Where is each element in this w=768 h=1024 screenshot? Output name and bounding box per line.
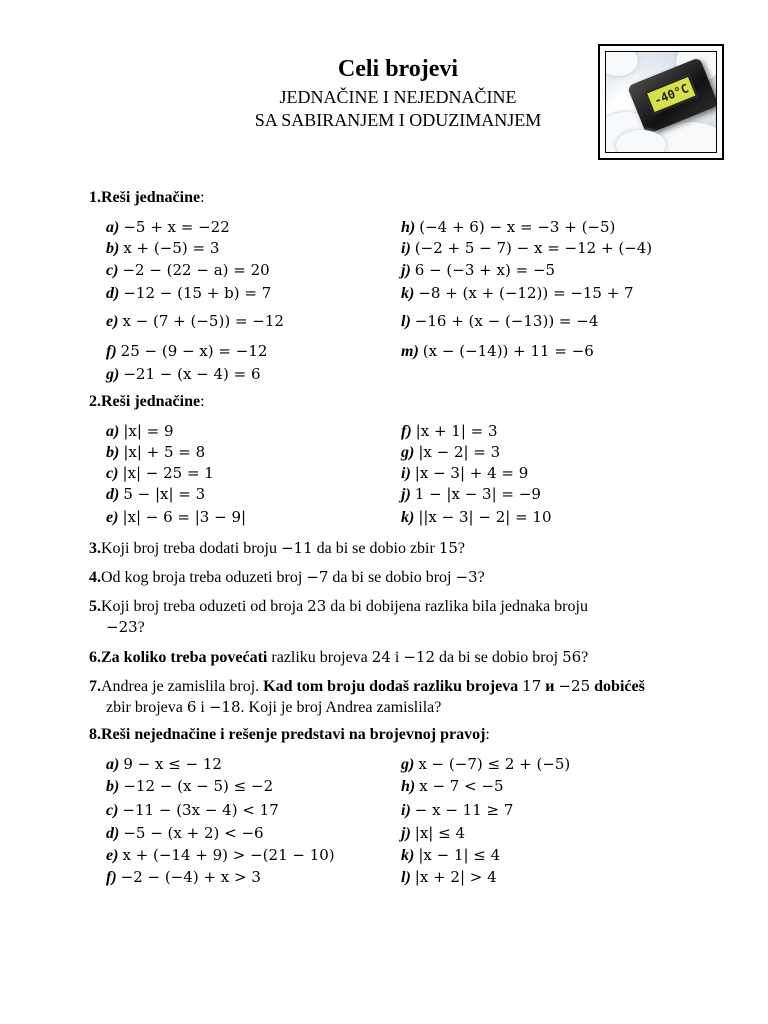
thermometer-display: -40°C bbox=[645, 74, 698, 114]
equation-item: b) |x| + 5 = 8 bbox=[106, 443, 206, 461]
thermometer-photo bbox=[598, 44, 724, 160]
inequality-item: b) −12 − (x − 5) ≤ −2 bbox=[106, 777, 274, 795]
equation-item: l) −16 + (x − (−13)) = −4 bbox=[401, 312, 599, 330]
task-5-continuation: −23? bbox=[106, 618, 145, 636]
inequality-item: k) |x − 1| ≤ 4 bbox=[401, 846, 501, 864]
task-4: 4.Od kog broja treba oduzeti broj −7 da bi se dobio broj −3? bbox=[89, 568, 485, 586]
equation-item: c) |x| − 25 = 1 bbox=[106, 464, 214, 482]
equation-item: a) −5 + x = −22 bbox=[106, 218, 230, 236]
task-5: 5.Koji broj treba oduzeti od broja 23 da bi dobijena razlika bila jednaka broju bbox=[89, 597, 588, 615]
inequality-item: j) |x| ≤ 4 bbox=[401, 824, 465, 842]
equation-item: g) −21 − (x − 4) = 6 bbox=[106, 365, 261, 383]
equation-item: g) |x − 2| = 3 bbox=[401, 443, 501, 461]
equation-item: k) ||x − 3| − 2| = 10 bbox=[401, 508, 552, 526]
equation-item: d) 5 − |x| = 3 bbox=[106, 485, 206, 503]
equation-item: f) |x + 1| = 3 bbox=[401, 422, 498, 440]
task-1-heading: 1.Reši jednačine: bbox=[89, 189, 205, 206]
equation-item: c) −2 − (22 − a) = 20 bbox=[106, 261, 270, 279]
subtitle-line-2: SA SABIRANJEM I ODUZIMANJEM bbox=[254, 110, 542, 130]
inequality-item: d) −5 − (x + 2) < −6 bbox=[106, 824, 264, 842]
subtitle-line-1: JEDNAČINE I NEJEDNAČINE bbox=[279, 87, 517, 107]
equation-item: j) 6 − (−3 + x) = −5 bbox=[401, 261, 556, 279]
equation-item: e) x − (7 + (−5)) = −12 bbox=[106, 312, 284, 330]
inequality-item: g) x − (−7) ≤ 2 + (−5) bbox=[401, 755, 571, 773]
equation-item: k) −8 + (x + (−12)) = −15 + 7 bbox=[401, 284, 634, 302]
equation-item: b) x + (−5) = 3 bbox=[106, 239, 220, 257]
task-6: 6.Za koliko treba povećati razliku brojeva 24 i −12 da bi se dobio broj 56? bbox=[89, 648, 589, 666]
inequality-item: e) x + (−14 + 9) > −(21 − 10) bbox=[106, 846, 335, 864]
equation-item: i) |x − 3| + 4 = 9 bbox=[401, 464, 529, 482]
equation-item: d) −12 − (15 + b) = 7 bbox=[106, 284, 272, 302]
snow-background bbox=[605, 51, 717, 153]
task-8-heading: 8.Reši nejednačine i rešenje predstavi na brojevnoj pravoj: bbox=[89, 726, 490, 743]
inequality-item: i) − x − 11 ≥ 7 bbox=[401, 801, 514, 819]
task-7: 7.Andrea je zamislila broj. Kad tom broju dodaš razliku brojeva 17 и −25 dobićeš bbox=[89, 677, 645, 695]
equation-item: i) (−2 + 5 − 7) − x = −12 + (−4) bbox=[401, 239, 653, 257]
page-title: Celi brojevi bbox=[337, 56, 459, 82]
equation-item: j) 1 − |x − 3| = −9 bbox=[401, 485, 541, 503]
equation-item: m) (x − (−14)) + 11 = −6 bbox=[401, 342, 594, 360]
equation-item: e) |x| − 6 = |3 − 9| bbox=[106, 508, 247, 526]
inequality-item: l) |x + 2| > 4 bbox=[401, 868, 497, 886]
inequality-item: a) 9 − x ≤ − 12 bbox=[106, 755, 222, 773]
equation-item: h) (−4 + 6) − x = −3 + (−5) bbox=[401, 218, 616, 236]
task-3: 3.Koji broj treba dodati broju −11 da bi se dobio zbir 15? bbox=[89, 539, 466, 557]
inequality-item: h) x − 7 < −5 bbox=[401, 777, 504, 795]
inequality-item: c) −11 − (3x − 4) < 17 bbox=[106, 801, 279, 819]
task-7-continuation: zbir brojeva 6 i −18. Koji je broj Andrea zamislila? bbox=[106, 698, 442, 716]
equation-item: a) |x| = 9 bbox=[106, 422, 174, 440]
equation-item: f) 25 − (9 − x) = −12 bbox=[106, 342, 268, 360]
task-2-heading: 2.Reši jednačine: bbox=[89, 393, 205, 410]
inequality-item: f) −2 − (−4) + x > 3 bbox=[106, 868, 261, 886]
